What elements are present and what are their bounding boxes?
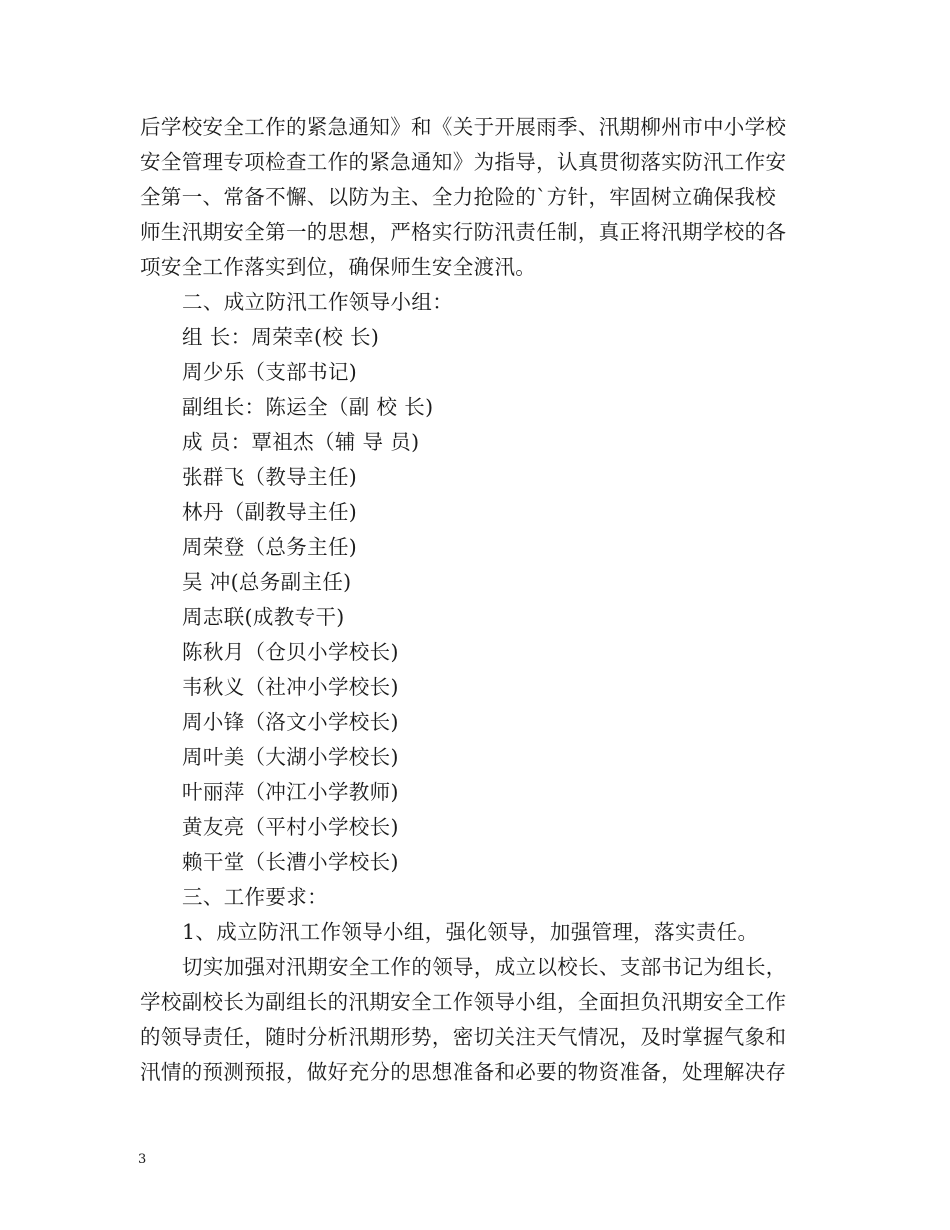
text-line: 韦秋义（社冲小学校长) xyxy=(182,675,399,699)
text-line: 赖干堂（长漕小学校长) xyxy=(182,850,399,874)
text-line: 叶丽萍（冲江小学教师) xyxy=(182,780,399,804)
text-line: 黄友亮（平村小学校长) xyxy=(182,815,399,839)
text-line: 二、成立防汛工作领导小组： xyxy=(182,290,454,314)
text-line: 张群飞（教导主任) xyxy=(182,465,358,489)
text-line: 吴 冲(总务副主任) xyxy=(182,570,352,594)
text-line: 副组长：陈运全（副 校 长) xyxy=(182,395,434,419)
document-body xyxy=(140,110,816,1090)
text-line: 林丹（副教导主任) xyxy=(182,500,358,524)
text-line: 周少乐（支部书记) xyxy=(182,360,358,384)
text-line: 项安全工作落实到位，确保师生安全渡汛。 xyxy=(140,255,537,279)
text-line: 周叶美（大湖小学校长) xyxy=(182,745,399,769)
text-line: 组 长：周荣幸(校 长) xyxy=(182,325,380,349)
text-line: 师生汛期安全第一的思想，严格实行防汛责任制，真正将汛期学校的各 xyxy=(140,220,787,244)
text-line: 后学校安全工作的紧急通知》和《关于开展雨季、汛期柳州市中小学校 xyxy=(140,115,787,139)
text-line: 成 员：覃祖杰（辅 导 员) xyxy=(182,430,420,454)
text-line: 三、工作要求： xyxy=(182,885,328,909)
text-line: 切实加强对汛期安全工作的领导，成立以校长、支部书记为组长， xyxy=(182,955,787,979)
text-line: 周小锋（洛文小学校长) xyxy=(182,710,399,734)
page-number: 3 xyxy=(138,1152,147,1167)
text-line: 周荣登（总务主任) xyxy=(182,535,358,559)
text-line: 陈秋月（仓贝小学校长) xyxy=(182,640,399,664)
text-line: 1、成立防汛工作领导小组，强化领导，加强管理，落实责任。 xyxy=(182,920,759,944)
text-line: 学校副校长为副组长的汛期安全工作领导小组，全面担负汛期安全工作 xyxy=(140,990,787,1014)
text-line: 的领导责任，随时分析汛期形势，密切关注天气情况，及时掌握气象和 xyxy=(140,1025,787,1049)
text-line: 安全管理专项检查工作的紧急通知》为指导，认真贯彻落实防汛工作安 xyxy=(140,150,787,174)
text-line: 周志联(成教专干) xyxy=(182,605,345,629)
text-line: 全第一、常备不懈、以防为主、全力抢险的`方针，牢固树立确保我校 xyxy=(140,185,777,209)
text-line: 汛情的预测预报，做好充分的思想准备和必要的物资准备，处理解决存 xyxy=(140,1060,787,1084)
